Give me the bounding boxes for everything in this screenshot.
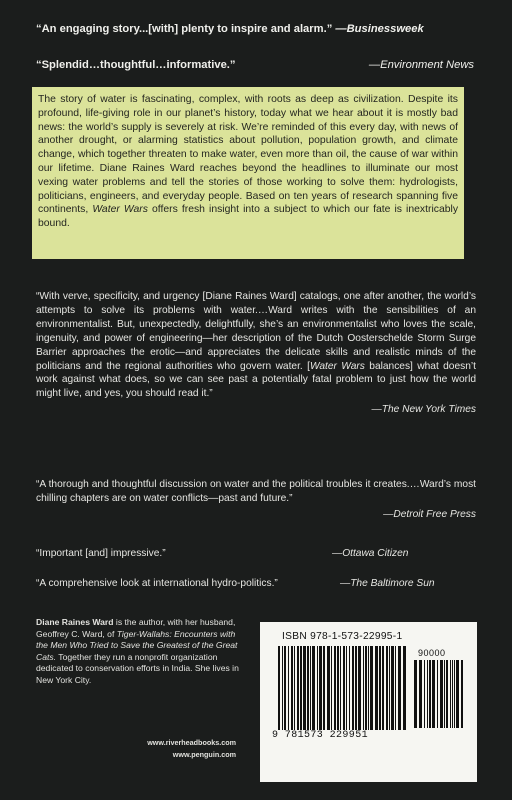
barcode-bar: [331, 646, 332, 730]
review-source: —The New York Times: [371, 404, 476, 416]
barcode-bar: [288, 646, 289, 730]
review-text: [36, 290, 476, 401]
barcode-bar: [427, 660, 428, 728]
barcode-bar: [294, 646, 295, 730]
barcode-bar: [343, 646, 345, 730]
bio-book-title: Tiger-Wallahs: Encounters with the Men Who Tried to Save the Greatest of the Great Cats.: [36, 628, 238, 662]
barcode-bar: [379, 646, 381, 730]
barcode-bar: [440, 660, 443, 728]
barcode-bar: [432, 660, 435, 728]
barcode-bar: [398, 646, 401, 730]
quote-ottawa-citizen: [36, 547, 476, 561]
barcode-bar: [444, 660, 445, 728]
quote-source: —The Baltimore Sun: [340, 578, 435, 589]
barcode-bar: [429, 660, 431, 728]
barcode-bar: [310, 646, 311, 730]
barcode-bar: [317, 646, 318, 730]
barcode-bar: [334, 646, 336, 730]
barcode-bar: [368, 646, 369, 730]
barcode-bar: [355, 646, 357, 730]
quote-text: “An engaging story...[with] plenty to inspire and alarm.”: [36, 23, 336, 35]
url-riverhead: www.riverheadbooks.com: [147, 738, 236, 747]
barcode-bar: [337, 646, 339, 730]
barcode-bar: [424, 660, 425, 728]
ean-digits: 9 781573 229951: [272, 730, 369, 741]
review-text-start: “With verve, specificity, and urgency [Diane Raines Ward] catalogs, one after another, the world’s attempts to solve its problems with water.…Ward writes with the sensibilities of an environmentalist. But, unexpectedly, delightfully, she’s an environmentalist who loves the scale, ingenuity, and power of engineering—her description of the Dutch Oosterschelde Storm Surge Barrier approaches the erotic—and appreciates the delicate skills and realistic minds of the politicians and the regional authorities who govern water. [: [36, 291, 476, 372]
author-name: Diane Raines Ward: [36, 617, 114, 627]
top-quote-businessweek: [36, 22, 476, 36]
quote-text: “A comprehensive look at international hydro-politics.”: [36, 578, 278, 589]
barcode-bar: [349, 646, 350, 730]
barcode-bar: [446, 660, 448, 728]
barcode-bar: [323, 646, 325, 730]
blurb-text-end: offers fresh insight into a subject to which our fate is inextricably bound.: [38, 204, 459, 230]
review-detroit-free-press: [36, 478, 476, 522]
bio-text-1: is the author, with her husband, Geoffrey C. Ward, of: [36, 617, 236, 639]
quote-text: “Splendid…thoughtful…informative.”: [36, 59, 236, 71]
barcode-bar: [386, 646, 388, 730]
barcode-bar: [382, 646, 384, 730]
barcode-bar: [389, 646, 390, 730]
price-addon-barcode: [414, 660, 466, 730]
review-text: “A thorough and thoughtful discussion on water and the political troubles it creates.…Ward’s most chilling chapters are on water conflicts—past and future.”: [36, 479, 476, 504]
publisher-urls: [120, 737, 236, 761]
quote-source: —Businessweek: [335, 23, 424, 35]
barcode-bar: [437, 660, 438, 728]
barcode-bar: [340, 646, 341, 730]
blurb-book-title: Water Wars: [92, 204, 148, 216]
isbn-label: ISBN 978-1-573-22995-1: [282, 631, 403, 642]
quote-source: —Environment News: [368, 59, 474, 71]
barcode-bar: [452, 660, 453, 728]
quote-baltimore-sun: [36, 577, 476, 591]
barcode-bar: [303, 646, 306, 730]
author-bio: [36, 617, 248, 687]
barcode-bar: [363, 646, 364, 730]
bio-text-2: Together they run a nonprofit organization dedicated to conservation efforts in India. She lives in New York City.: [36, 651, 239, 685]
barcode-bar: [319, 646, 322, 730]
barcode-bar: [358, 646, 361, 730]
barcode-bar: [414, 660, 417, 728]
barcode-bar: [375, 646, 378, 730]
ean-barcode: [278, 646, 408, 732]
quote-text: “Important [and] impressive.”: [36, 548, 166, 559]
barcode-bar: [297, 646, 299, 730]
barcode-bar: [461, 660, 463, 728]
barcode-bar: [391, 646, 394, 730]
barcode-bar: [282, 646, 283, 730]
price-code: 90000: [418, 648, 446, 658]
quote-source: —Ottawa Citizen: [332, 548, 409, 559]
barcode-bar: [278, 646, 280, 730]
top-quote-environment-news: [36, 58, 476, 72]
barcode-bar: [307, 646, 309, 730]
blurb-text-start: The story of water is fascinating, complex, with roots as deep as civilization. Despite its profound, life-giving role in our planet’s history, today what we hear about it is mostly bad news: the world’s supply is severely at risk. We’re reminded of this every day, with news of another drought, or alarming statistics about pollution, population growth, and climate change, which together threaten to make water, even more than oil, the cause of war within our lifetime. Diane Raines Ward reaches beyond the headlines to illuminate our most vexing water problems and tell the stories of those working to solve them: hydrologists, politicians, engineers, and everyday people. Based on ten years of research spanning five continents,: [38, 94, 458, 216]
barcode-bar: [284, 646, 286, 730]
barcode-bar: [300, 646, 302, 730]
review-text-end: balances] what doesn’t work against what does, so we can see past a potentially fatal problem to just how the world might live, and yes, you should read it.”: [36, 360, 476, 400]
barcode-bar: [346, 646, 347, 730]
barcode-bar: [352, 646, 354, 730]
review-new-york-times: [36, 290, 476, 417]
barcode-bar: [312, 646, 315, 730]
barcode-bar: [450, 660, 451, 728]
barcode-bar: [419, 660, 422, 728]
url-penguin: www.penguin.com: [172, 750, 236, 759]
review-book-title: Water Wars: [309, 360, 365, 372]
barcode-bar: [365, 646, 367, 730]
barcode-bar: [291, 646, 293, 730]
barcode-bar: [403, 646, 406, 730]
barcode-bar: [456, 660, 459, 728]
barcode-bar: [454, 660, 455, 728]
description-blurb: [32, 87, 464, 259]
barcode-bar: [370, 646, 373, 730]
review-source: —Detroit Free Press: [383, 508, 476, 520]
barcode-bar: [327, 646, 330, 730]
barcode-panel: [260, 622, 477, 782]
barcode-bar: [395, 646, 396, 730]
